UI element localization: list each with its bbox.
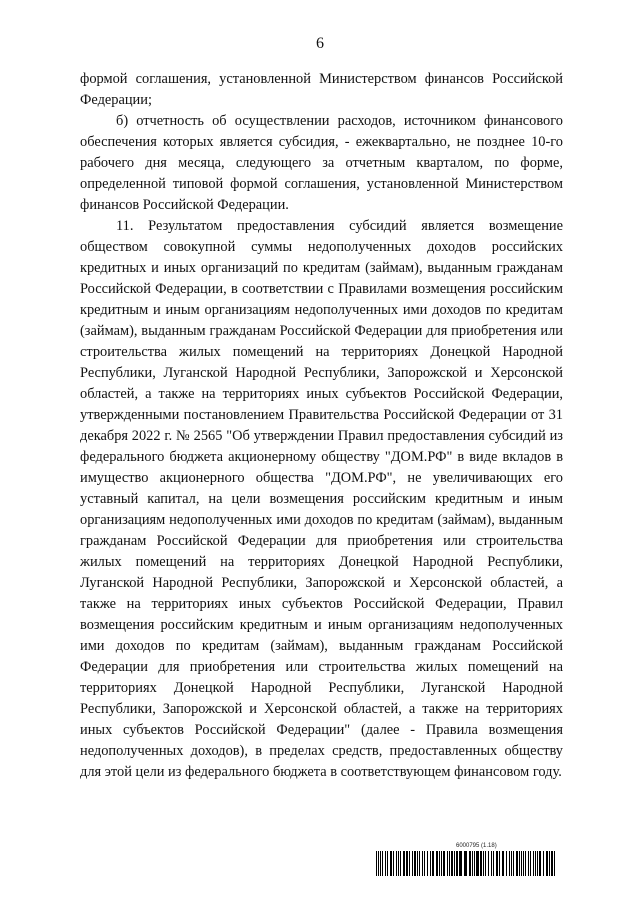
paragraph-reporting: б) отчетность об осуществлении расходов, источником финансового обеспечения которых является субсидия, - ежеквартально, не позднее 10-го рабочего дня месяца, следующего за отчетным кварталом, по форме, определенной типовой формой соглашения, установленной Министерством финансов Российской Федерации. xyxy=(80,113,563,213)
barcode xyxy=(376,851,558,876)
document-body xyxy=(80,69,563,783)
document-code: 6000795 (1.18) xyxy=(456,843,497,849)
page-number: 6 xyxy=(316,35,324,52)
paragraph-continuation: формой соглашения, установленной Министерством финансов Российской Федерации; xyxy=(80,71,563,108)
paragraph-item-11: 11. Результатом предоставления субсидий является возмещение обществом совокупной суммы недополученных доходов российских кредитных и иных организаций по кредитам (займам), выданным гражданам Российской Федерации, в соответствии с Правилами возмещения российским кредитным и иным организациям недополученных ими доходов по кредитам (займам), выданным гражданам Российской Федерации для приобретения или строительства жилых помещений на территориях Донецкой Народной Республики, Луганской Народной Республики, Запорожской и Херсонской областей, а также на территориях иных субъектов Российской Федерации, утвержденными постановлением Правительства Российской Федерации от 31 декабря 2022 г. № 2565 "Об утверждении Правил предоставления субсидий из федерального бюджета акционерному обществу "ДОМ.РФ" в виде вкладов в имущество акционерного общества "ДОМ.РФ", не увеличивающих его уставный капитал, на цели возмещения российским кредитным и иным организациям недополученных ими доходов по кредитам (займам), выданным гражданам Российской Федерации для приобретения или строительства жилых помещений на территориях Донецкой Народной Республики, Луганской Народной Республики, Запорожской и Херсонской областей, а также на территориях иных субъектов Российской Федерации, Правил возмещения российским кредитным и иным организациям недополученных ими доходов по кредитам (займам), выданным гражданам Российской Федерации для приобретения или строительства жилых помещений на территориях Донецкой Народной Республики, Луганской Народной Республики, Запорожской и Херсонской областей, а также на территориях иных субъектов Российской Федерации" (далее - Правила возмещения недополученных доходов), в пределах средств, предоставленных обществу для этой цели из федерального бюджета в соответствующем финансовом году. xyxy=(80,218,563,780)
